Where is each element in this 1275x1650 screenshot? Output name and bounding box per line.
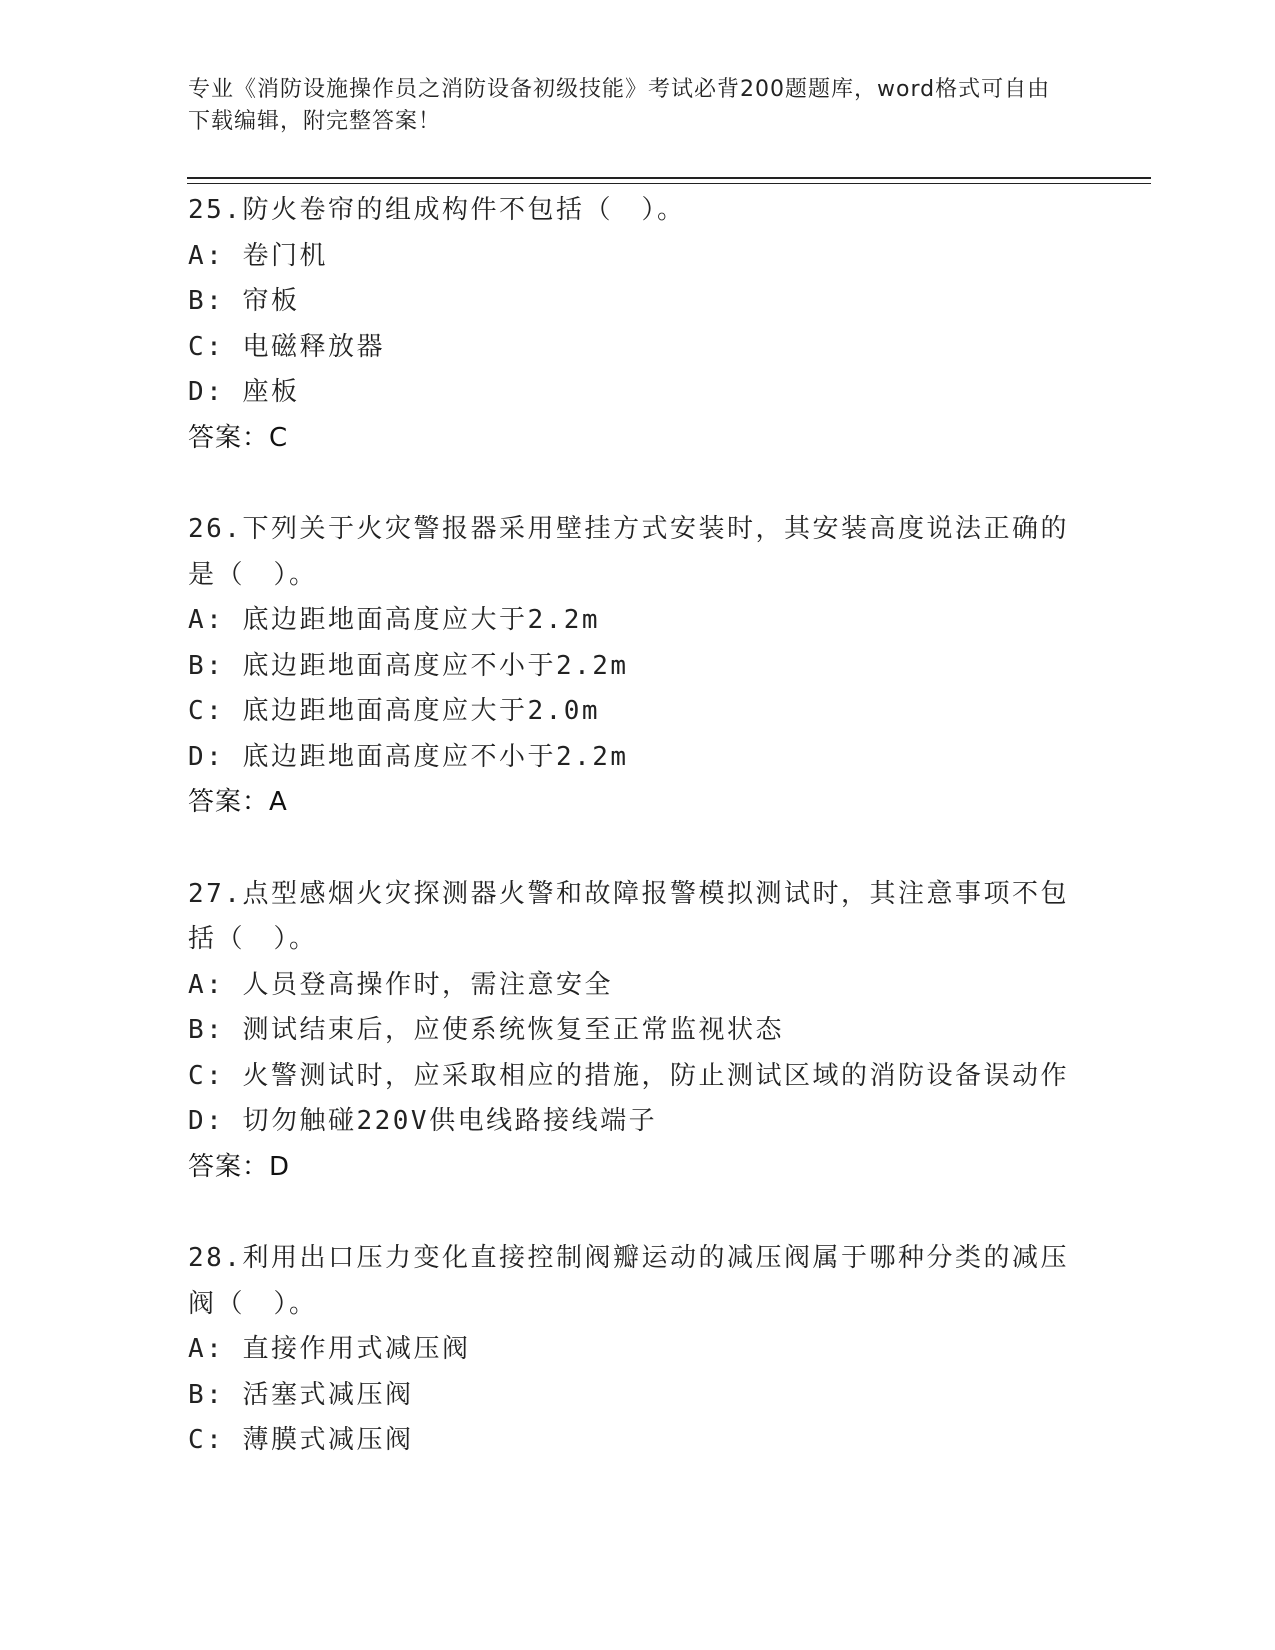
option-c: C: 薄膜式减压阀 bbox=[188, 1425, 414, 1455]
header-divider-thick bbox=[187, 177, 1151, 179]
option-d: D: 座板 bbox=[188, 377, 300, 407]
option-c: C: 火警测试时，应采取相应的措施，防止测试区域的消防设备误动作 bbox=[188, 1060, 1069, 1091]
option-a: A: 卷门机 bbox=[188, 240, 328, 271]
question-28 bbox=[188, 1236, 1088, 1464]
option-c: C: 底边距地面高度应大于2.0m bbox=[188, 696, 601, 726]
option-d: D: 切勿触碰220V供电线路接线端子 bbox=[188, 1106, 658, 1136]
answer-line: 答案：A bbox=[188, 787, 288, 817]
option-b: B: 活塞式减压阀 bbox=[188, 1379, 414, 1410]
option-b: B: 帘板 bbox=[188, 286, 300, 316]
option-a: A: 人员登高操作时，需注意安全 bbox=[188, 969, 613, 1000]
answer-line: 答案：D bbox=[188, 1151, 291, 1182]
question-stem: 27.点型感烟火灾探测器火警和故障报警模拟测试时，其注意事项不包括（ ）。 bbox=[188, 878, 1069, 954]
question-list bbox=[188, 188, 1088, 1510]
option-b: B: 底边距地面高度应不小于2.2m bbox=[188, 650, 629, 681]
question-stem: 28.利用出口压力变化直接控制阀瓣运动的减压阀属于哪种分类的减压阀（ ）。 bbox=[188, 1243, 1069, 1319]
option-c: C: 电磁释放器 bbox=[188, 331, 385, 362]
question-25 bbox=[188, 188, 1088, 461]
option-a: A: 直接作用式减压阀 bbox=[188, 1334, 471, 1364]
answer-line: 答案：C bbox=[188, 422, 289, 453]
document-header: 专业《消防设施操作员之消防设备初级技能》考试必背200题题库，word格式可自由下载编辑，附完整答案！ bbox=[188, 77, 1051, 134]
option-d: D: 底边距地面高度应不小于2.2m bbox=[188, 741, 629, 772]
question-stem: 26.下列关于火灾警报器采用壁挂方式安装时，其安装高度说法正确的是（ ）。 bbox=[188, 514, 1069, 590]
option-b: B: 测试结束后，应使系统恢复至正常监视状态 bbox=[188, 1015, 784, 1045]
option-a: A: 底边距地面高度应大于2.2m bbox=[188, 605, 601, 635]
question-stem: 25.防火卷帘的组成构件不包括（ ）。 bbox=[188, 195, 686, 225]
question-26 bbox=[188, 507, 1088, 826]
header-divider-thin bbox=[187, 183, 1151, 184]
question-27 bbox=[188, 872, 1088, 1191]
